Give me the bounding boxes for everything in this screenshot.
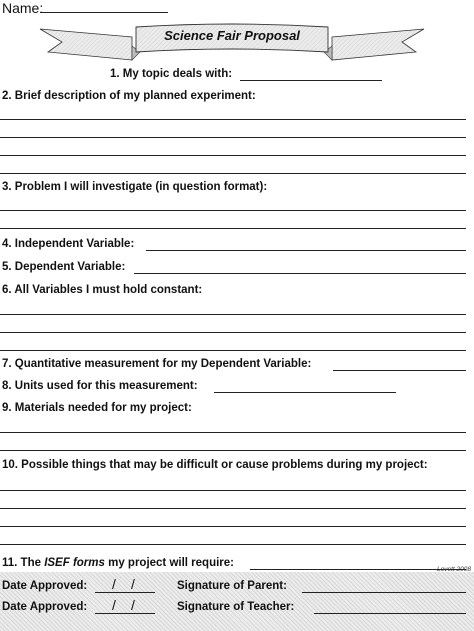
signature-parent-label: Signature of Parent: <box>177 580 287 592</box>
question-6-label: 6. All Variables I must hold constant: <box>2 284 203 296</box>
answer-line-6c[interactable] <box>0 350 466 351</box>
question-11-prefix: 11. The <box>2 557 45 569</box>
question-3-label: 3. Problem I will investigate (in question format): <box>2 181 268 193</box>
answer-line-7[interactable] <box>333 370 466 371</box>
banner-left-tail <box>40 29 132 60</box>
question-7-label: 7. Quantitative measurement for my Dependent Variable: <box>2 358 312 370</box>
date-slash-2: / <box>131 576 135 592</box>
answer-line-1[interactable] <box>240 80 382 81</box>
answer-line-6b[interactable] <box>0 332 466 333</box>
question-9-label: 9. Materials needed for my project: <box>2 402 192 414</box>
answer-line-10b[interactable] <box>0 508 466 509</box>
signature-parent-field[interactable] <box>302 592 466 593</box>
signature-teacher-label: Signature of Teacher: <box>177 601 295 613</box>
question-11-suffix: my project will require: <box>104 557 234 569</box>
question-8-label: 8. Units used for this measurement: <box>2 380 198 392</box>
date-approved-parent-field[interactable] <box>95 592 155 593</box>
answer-line-8[interactable] <box>214 392 396 393</box>
answer-line-6a[interactable] <box>0 314 466 315</box>
answer-line-9a[interactable] <box>0 432 466 433</box>
question-10-label: 10. Possible things that may be difficult or cause problems during my project: <box>2 459 428 471</box>
question-11-isef-forms: ISEF forms <box>44 557 105 569</box>
answer-line-10c[interactable] <box>0 526 466 527</box>
author-credit: Lovett 2008 <box>437 566 471 573</box>
question-1-label: 1. My topic deals with: <box>110 68 233 80</box>
question-5-label: 5. Dependent Variable: <box>2 261 126 273</box>
question-2-label: 2. Brief description of my planned experiment: <box>2 90 256 102</box>
answer-line-11[interactable] <box>250 569 466 570</box>
signature-teacher-field[interactable] <box>314 613 466 614</box>
name-label: Name: <box>2 0 44 16</box>
answer-line-10d[interactable] <box>0 544 466 545</box>
answer-line-2b[interactable] <box>0 137 466 138</box>
answer-line-9b[interactable] <box>0 450 466 451</box>
answer-line-10a[interactable] <box>0 490 466 491</box>
answer-line-5[interactable] <box>134 273 466 274</box>
date-approved-parent-label: Date Approved: <box>2 580 88 592</box>
answer-line-2a[interactable] <box>0 119 466 120</box>
date-slash-4: / <box>131 597 135 613</box>
date-slash-1: / <box>112 576 116 592</box>
answer-line-3b[interactable] <box>0 228 466 229</box>
date-approved-teacher-field[interactable] <box>95 613 155 614</box>
date-approved-teacher-label: Date Approved: <box>2 601 88 613</box>
question-4-label: 4. Independent Variable: <box>2 238 135 250</box>
date-slash-3: / <box>112 597 116 613</box>
banner-right-tail <box>332 29 424 60</box>
page-title: Science Fair Proposal <box>164 28 300 43</box>
answer-line-2d[interactable] <box>0 173 466 174</box>
question-11-label <box>2 557 234 569</box>
answer-line-3a[interactable] <box>0 210 466 211</box>
answer-line-2c[interactable] <box>0 155 466 156</box>
answer-line-4[interactable] <box>146 250 466 251</box>
